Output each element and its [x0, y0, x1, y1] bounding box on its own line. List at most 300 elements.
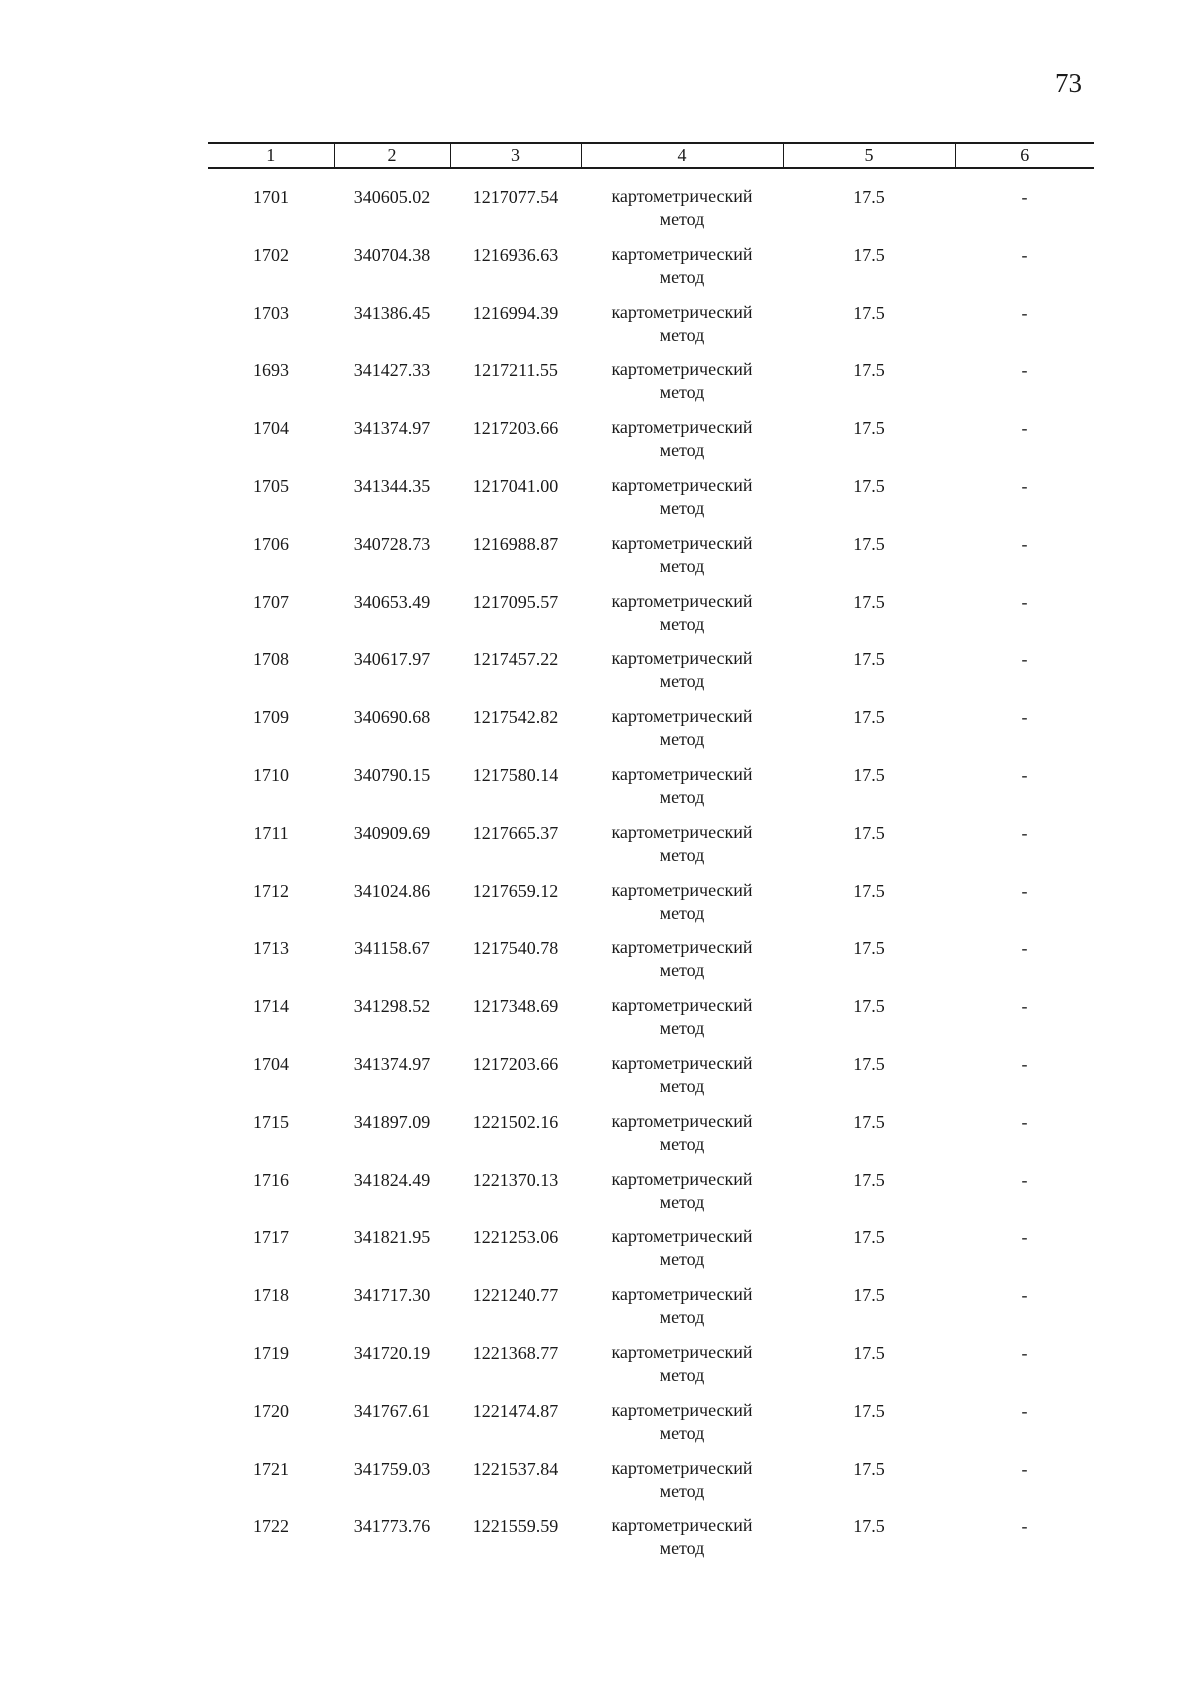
method-text [581, 1514, 783, 1560]
point-number-value: 1715 [253, 1111, 289, 1132]
accuracy-value: 17.5 [853, 1400, 885, 1421]
method-cell [581, 301, 783, 359]
accuracy-value: 17.5 [853, 1053, 885, 1074]
method-line-2: метод [659, 786, 705, 807]
x-coordinate-cell [334, 474, 450, 532]
method-line-2: метод [659, 1307, 705, 1328]
method-line-1: картометрический [611, 1457, 753, 1478]
method-line-2: метод [659, 555, 705, 576]
x-coordinate-cell [334, 705, 450, 763]
method-text [581, 1457, 783, 1503]
x-coordinate-value: 341158.67 [354, 938, 430, 959]
note-cell [955, 1399, 1094, 1457]
x-coordinate-cell [334, 1283, 450, 1341]
method-cell [581, 1457, 783, 1515]
point-number-cell [208, 1110, 334, 1168]
point-number-cell [208, 243, 334, 301]
y-coordinate-cell [450, 879, 581, 937]
table-row [208, 1514, 1094, 1572]
y-coordinate-cell [450, 763, 581, 821]
method-line-1: картометрический [611, 879, 753, 900]
method-line-1: картометрический [611, 1052, 753, 1073]
y-coordinate-value: 1217211.55 [473, 360, 558, 381]
accuracy-cell [783, 1399, 955, 1457]
method-text [581, 301, 783, 347]
method-text [581, 1225, 783, 1271]
point-number-value: 1716 [253, 1169, 289, 1190]
accuracy-value: 17.5 [853, 187, 885, 207]
method-cell [581, 1168, 783, 1226]
x-coordinate-value: 341024.86 [353, 880, 431, 901]
point-number-value: 1720 [253, 1400, 289, 1421]
note-cell [955, 936, 1094, 994]
x-coordinate-cell [334, 1341, 450, 1399]
note-cell [955, 821, 1094, 879]
method-line-2: метод [659, 324, 705, 345]
note-cell [955, 994, 1094, 1052]
y-coordinate-value: 1217659.12 [472, 880, 559, 901]
x-coordinate-cell [334, 358, 450, 416]
accuracy-cell [783, 1052, 955, 1110]
table-row [208, 168, 1094, 243]
x-coordinate-value: 341344.35 [353, 475, 431, 496]
method-line-2: метод [659, 209, 705, 229]
x-coordinate-value: 341374.97 [353, 1053, 431, 1074]
x-coordinate-cell [334, 168, 450, 243]
method-line-1: картометрический [611, 359, 753, 380]
y-coordinate-cell [450, 1283, 581, 1341]
y-coordinate-value: 1217348.69 [472, 996, 559, 1017]
accuracy-cell [783, 301, 955, 359]
accuracy-value: 17.5 [853, 764, 885, 785]
note-cell [955, 1110, 1094, 1168]
point-number-value: 1710 [253, 764, 289, 785]
x-coordinate-value: 340790.15 [353, 764, 431, 785]
accuracy-cell [783, 647, 955, 705]
note-value: - [1021, 475, 1028, 496]
note-cell [955, 1341, 1094, 1399]
note-value: - [1021, 822, 1028, 843]
point-number-value: 1711 [253, 822, 289, 843]
method-line-2: метод [659, 1191, 705, 1212]
point-number-value: 1701 [253, 187, 289, 207]
point-number-value: 1718 [253, 1285, 289, 1306]
method-cell [581, 474, 783, 532]
method-line-2: метод [659, 902, 705, 923]
table-header [208, 143, 1094, 168]
accuracy-cell [783, 1168, 955, 1226]
point-number-cell [208, 168, 334, 243]
point-number-value: 1693 [253, 360, 289, 381]
y-coordinate-cell [450, 416, 581, 474]
point-number-cell [208, 705, 334, 763]
accuracy-value: 17.5 [853, 418, 885, 439]
method-line-2: метод [659, 382, 705, 403]
method-text [581, 532, 783, 578]
method-line-1: картометрический [611, 590, 753, 611]
method-text [581, 1341, 783, 1387]
accuracy-value: 17.5 [853, 244, 885, 265]
method-cell [581, 763, 783, 821]
point-number-cell [208, 763, 334, 821]
point-number-cell [208, 590, 334, 648]
accuracy-cell [783, 590, 955, 648]
x-coordinate-value: 341717.30 [353, 1285, 431, 1306]
point-number-cell [208, 647, 334, 705]
note-value: - [1021, 649, 1028, 670]
table-row [208, 532, 1094, 590]
accuracy-cell [783, 168, 955, 243]
x-coordinate-value: 341374.97 [353, 418, 431, 439]
y-coordinate-value: 1216994.39 [472, 302, 559, 323]
accuracy-cell [783, 243, 955, 301]
y-coordinate-cell [450, 532, 581, 590]
method-line-1: картометрический [611, 532, 753, 553]
x-coordinate-cell [334, 936, 450, 994]
y-coordinate-value: 1217457.22 [472, 649, 559, 670]
x-coordinate-cell [334, 590, 450, 648]
point-number-cell [208, 994, 334, 1052]
x-coordinate-cell [334, 1514, 450, 1572]
method-line-1: картометрический [611, 648, 753, 669]
y-coordinate-value: 1221537.84 [472, 1458, 559, 1479]
note-value: - [1021, 1516, 1028, 1537]
y-coordinate-value: 1221253.06 [472, 1227, 559, 1248]
method-cell [581, 1514, 783, 1572]
method-line-2: метод [659, 729, 705, 750]
y-coordinate-value: 1217665.37 [472, 822, 559, 843]
x-coordinate-value: 340909.69 [353, 822, 431, 843]
y-coordinate-cell [450, 1514, 581, 1572]
accuracy-value: 17.5 [853, 880, 885, 901]
method-cell [581, 1399, 783, 1457]
accuracy-cell [783, 1283, 955, 1341]
note-cell [955, 1457, 1094, 1515]
point-number-value: 1708 [253, 649, 289, 670]
accuracy-cell [783, 821, 955, 879]
method-text [581, 1283, 783, 1329]
note-value: - [1021, 1285, 1028, 1306]
y-coordinate-value: 1217542.82 [472, 707, 559, 728]
x-coordinate-cell [334, 1052, 450, 1110]
y-coordinate-cell [450, 1399, 581, 1457]
header-col-1: 1 [208, 143, 334, 168]
method-line-1: картометрический [611, 243, 753, 264]
note-cell [955, 879, 1094, 937]
note-value: - [1021, 1227, 1028, 1248]
note-value: - [1021, 244, 1028, 265]
method-cell [581, 1052, 783, 1110]
point-number-value: 1717 [253, 1227, 289, 1248]
x-coordinate-value: 340605.02 [353, 187, 431, 207]
point-number-cell [208, 301, 334, 359]
method-line-1: картометрический [611, 1399, 753, 1420]
y-coordinate-value: 1221559.59 [472, 1516, 559, 1537]
y-coordinate-value: 1217540.78 [472, 938, 559, 959]
accuracy-value: 17.5 [853, 591, 885, 612]
x-coordinate-cell [334, 532, 450, 590]
page-number: 73 [1055, 68, 1082, 98]
method-text [581, 416, 783, 462]
method-cell [581, 532, 783, 590]
y-coordinate-value: 1221240.77 [472, 1285, 559, 1306]
accuracy-cell [783, 416, 955, 474]
y-coordinate-value: 1217203.66 [472, 1053, 559, 1074]
method-text [581, 647, 783, 693]
y-coordinate-cell [450, 647, 581, 705]
table-row [208, 936, 1094, 994]
method-text [581, 879, 783, 925]
method-cell [581, 821, 783, 879]
y-coordinate-value: 1216988.87 [472, 533, 559, 554]
note-cell [955, 168, 1094, 243]
y-coordinate-value: 1217203.66 [472, 418, 559, 439]
method-cell [581, 1341, 783, 1399]
x-coordinate-value: 340728.73 [353, 533, 431, 554]
point-number-value: 1702 [253, 244, 289, 265]
note-value: - [1021, 533, 1028, 554]
table-row [208, 301, 1094, 359]
y-coordinate-cell [450, 1225, 581, 1283]
header-col-4: 4 [581, 143, 783, 168]
x-coordinate-cell [334, 1225, 450, 1283]
table-row [208, 705, 1094, 763]
method-line-1: картометрический [611, 937, 753, 958]
point-number-cell [208, 821, 334, 879]
table-row [208, 1341, 1094, 1399]
method-line-2: метод [659, 1249, 705, 1270]
x-coordinate-cell [334, 1168, 450, 1226]
y-coordinate-value: 1221370.13 [472, 1169, 559, 1190]
x-coordinate-value: 340617.97 [353, 649, 431, 670]
method-text [581, 1052, 783, 1098]
table-row [208, 1110, 1094, 1168]
point-number-value: 1712 [253, 880, 289, 901]
accuracy-cell [783, 1110, 955, 1168]
y-coordinate-cell [450, 1110, 581, 1168]
y-coordinate-value: 1221474.87 [472, 1400, 559, 1421]
table-row [208, 821, 1094, 879]
note-cell [955, 243, 1094, 301]
y-coordinate-value: 1221502.16 [472, 1111, 559, 1132]
x-coordinate-value: 340690.68 [353, 707, 431, 728]
method-line-1: картометрический [611, 1168, 753, 1189]
table-row [208, 358, 1094, 416]
x-coordinate-cell [334, 1399, 450, 1457]
point-number-cell [208, 1341, 334, 1399]
method-line-2: метод [659, 1480, 705, 1501]
accuracy-value: 17.5 [853, 1285, 885, 1306]
note-cell [955, 1168, 1094, 1226]
table-row [208, 243, 1094, 301]
x-coordinate-cell [334, 1457, 450, 1515]
note-value: - [1021, 1342, 1028, 1363]
method-text [581, 243, 783, 289]
header-row [208, 143, 1094, 168]
accuracy-value: 17.5 [853, 302, 885, 323]
note-value: - [1021, 187, 1028, 207]
method-text [581, 185, 783, 231]
point-number-cell [208, 1168, 334, 1226]
point-number-value: 1704 [253, 418, 289, 439]
accuracy-cell [783, 532, 955, 590]
method-line-1: картометрический [611, 1341, 753, 1362]
x-coordinate-value: 341773.76 [353, 1516, 431, 1537]
y-coordinate-cell [450, 590, 581, 648]
note-value: - [1021, 1053, 1028, 1074]
table-row [208, 474, 1094, 532]
y-coordinate-cell [450, 1341, 581, 1399]
method-text [581, 705, 783, 751]
note-value: - [1021, 591, 1028, 612]
y-coordinate-cell [450, 243, 581, 301]
x-coordinate-cell [334, 879, 450, 937]
method-line-1: картометрический [611, 417, 753, 438]
table-row [208, 590, 1094, 648]
point-number-value: 1703 [253, 302, 289, 323]
accuracy-value: 17.5 [853, 822, 885, 843]
method-line-2: метод [659, 671, 705, 692]
note-cell [955, 474, 1094, 532]
table-row [208, 994, 1094, 1052]
accuracy-cell [783, 1514, 955, 1572]
x-coordinate-cell [334, 1110, 450, 1168]
accuracy-cell [783, 358, 955, 416]
accuracy-value: 17.5 [853, 649, 885, 670]
note-value: - [1021, 418, 1028, 439]
x-coordinate-value: 341821.95 [353, 1227, 431, 1248]
y-coordinate-value: 1217077.54 [472, 187, 559, 207]
note-cell [955, 763, 1094, 821]
y-coordinate-value: 1221368.77 [472, 1342, 559, 1363]
method-cell [581, 994, 783, 1052]
method-cell [581, 1110, 783, 1168]
point-number-value: 1704 [253, 1053, 289, 1074]
point-number-value: 1706 [253, 533, 289, 554]
header-col-6: 6 [955, 143, 1094, 168]
point-number-value: 1722 [253, 1516, 289, 1537]
method-text [581, 474, 783, 520]
point-number-value: 1707 [253, 591, 289, 612]
y-coordinate-cell [450, 1052, 581, 1110]
method-cell [581, 416, 783, 474]
x-coordinate-value: 341824.49 [353, 1169, 431, 1190]
x-coordinate-cell [334, 416, 450, 474]
point-number-cell [208, 416, 334, 474]
note-value: - [1021, 302, 1028, 323]
note-value: - [1021, 938, 1028, 959]
y-coordinate-cell [450, 936, 581, 994]
point-number-value: 1705 [253, 475, 289, 496]
note-cell [955, 1283, 1094, 1341]
accuracy-cell [783, 879, 955, 937]
point-number-value: 1714 [253, 996, 289, 1017]
table-row [208, 416, 1094, 474]
y-coordinate-value: 1217041.00 [472, 475, 559, 496]
method-cell [581, 168, 783, 243]
y-coordinate-cell [450, 1168, 581, 1226]
accuracy-value: 17.5 [853, 1111, 885, 1132]
accuracy-value: 17.5 [853, 938, 885, 959]
method-line-2: метод [659, 440, 705, 461]
point-number-cell [208, 1457, 334, 1515]
method-line-1: картометрический [611, 995, 753, 1016]
method-line-2: метод [659, 1075, 705, 1096]
note-value: - [1021, 360, 1028, 381]
note-cell [955, 416, 1094, 474]
method-cell [581, 1283, 783, 1341]
accuracy-value: 17.5 [853, 1342, 885, 1363]
method-text [581, 763, 783, 809]
accuracy-value: 17.5 [853, 1227, 885, 1248]
point-number-cell [208, 474, 334, 532]
accuracy-value: 17.5 [853, 360, 885, 381]
method-line-1: картометрический [611, 186, 753, 206]
x-coordinate-cell [334, 301, 450, 359]
method-cell [581, 243, 783, 301]
method-line-1: картометрический [611, 1226, 753, 1247]
accuracy-cell [783, 1341, 955, 1399]
y-coordinate-cell [450, 821, 581, 879]
note-value: - [1021, 1458, 1028, 1479]
point-number-value: 1719 [253, 1342, 289, 1363]
accuracy-cell [783, 474, 955, 532]
accuracy-value: 17.5 [853, 1458, 885, 1479]
method-line-1: картометрический [611, 821, 753, 842]
accuracy-cell [783, 1225, 955, 1283]
method-line-2: метод [659, 497, 705, 518]
y-coordinate-cell [450, 994, 581, 1052]
method-text [581, 590, 783, 636]
note-cell [955, 532, 1094, 590]
method-line-2: метод [659, 1018, 705, 1039]
note-value: - [1021, 1169, 1028, 1190]
method-cell [581, 936, 783, 994]
y-coordinate-value: 1217095.57 [472, 591, 559, 612]
table-row [208, 879, 1094, 937]
x-coordinate-value: 341427.33 [353, 360, 431, 381]
accuracy-value: 17.5 [853, 996, 885, 1017]
point-number-cell [208, 1283, 334, 1341]
y-coordinate-value: 1217580.14 [472, 764, 559, 785]
note-cell [955, 1514, 1094, 1572]
x-coordinate-value: 341767.61 [353, 1400, 431, 1421]
method-line-2: метод [659, 960, 705, 981]
method-line-2: метод [659, 1538, 705, 1559]
point-number-cell [208, 1399, 334, 1457]
note-cell [955, 301, 1094, 359]
x-coordinate-value: 341759.03 [353, 1458, 431, 1479]
note-value: - [1021, 1400, 1028, 1421]
note-cell [955, 358, 1094, 416]
note-cell [955, 647, 1094, 705]
method-cell [581, 358, 783, 416]
method-text [581, 1168, 783, 1214]
point-number-value: 1713 [253, 938, 289, 959]
x-coordinate-value: 341897.09 [353, 1111, 431, 1132]
point-number-value: 1721 [253, 1458, 289, 1479]
table-row [208, 1225, 1094, 1283]
method-line-2: метод [659, 1422, 705, 1443]
x-coordinate-value: 341720.19 [353, 1342, 431, 1363]
table-row [208, 1168, 1094, 1226]
table-row [208, 1283, 1094, 1341]
note-cell [955, 705, 1094, 763]
table-row [208, 647, 1094, 705]
y-coordinate-cell [450, 358, 581, 416]
method-line-1: картометрический [611, 1515, 753, 1536]
x-coordinate-cell [334, 994, 450, 1052]
